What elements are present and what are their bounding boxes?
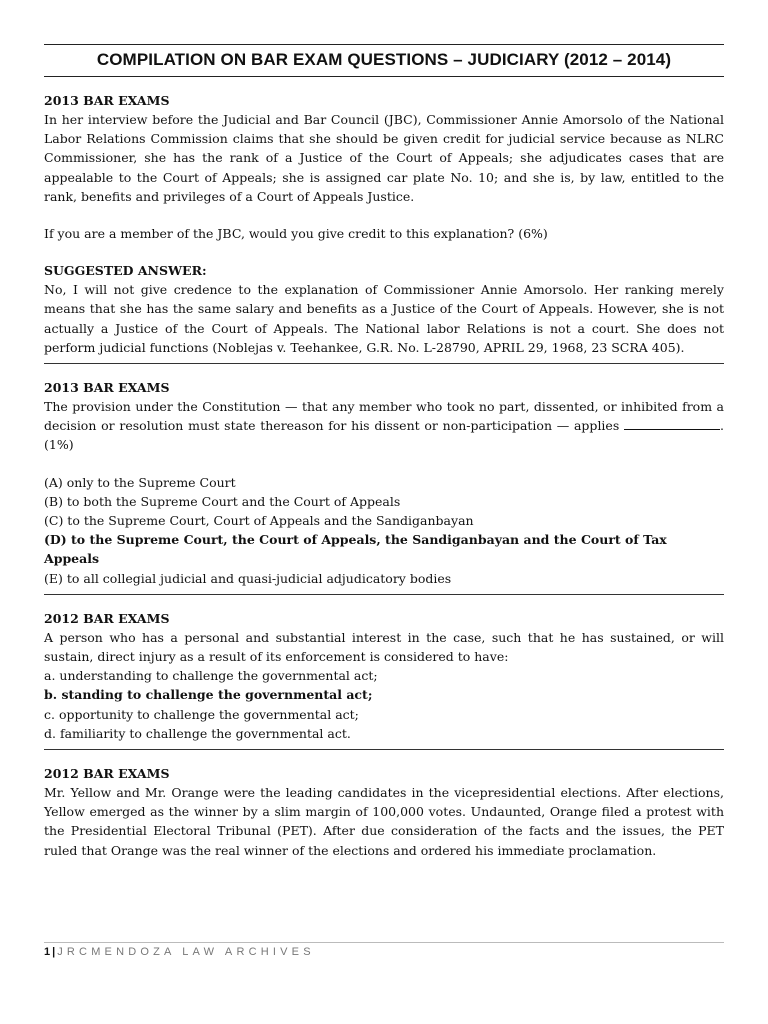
footer-separator: | xyxy=(52,946,56,958)
question-text xyxy=(44,397,724,455)
footer-archive-label: JRCMENDOZA LAW ARCHIVES xyxy=(57,946,315,958)
question-section-1 xyxy=(44,77,724,364)
option-a: (A) only to the Supreme Court xyxy=(44,474,236,490)
answer-heading: SUGGESTED ANSWER: xyxy=(44,263,207,279)
question-prompt: If you are a member of the JBC, would you give credit to this explanation? (6%) xyxy=(44,226,548,242)
question-text-start: The provision under the Constitution — that any member who took no part, dissented, or inhibited from a decision or resolution must state thereason for his dissent or non-participation — applies xyxy=(44,399,724,434)
section-heading: 2012 BAR EXAMS xyxy=(44,766,170,782)
option-c: c. opportunity to challenge the governmental act; xyxy=(44,706,359,722)
page xyxy=(44,44,724,866)
page-number: 1 xyxy=(44,946,51,958)
section-heading: 2012 BAR EXAMS xyxy=(44,610,170,626)
question-section-2 xyxy=(44,364,724,595)
option-c: (C) to the Supreme Court, Court of Appeals and the Sandiganbayan xyxy=(44,513,474,529)
question-text: In her interview before the Judicial and Bar Council (JBC), Commissioner Annie Amorsolo of the National Labor Relations Commission claims that she should be given credit for judicial service because as NLRC Commissioner, she has the rank of a Justice of the Court of Appeals; she adjudicates cases that are appealable to the Court of Appeals; she is assigned car plate No. 10; and she is, by law, entitled to the rank, benefits and privileges of a Court of Appeals Justice. xyxy=(44,112,724,204)
option-d: d. familiarity to challenge the governmental act. xyxy=(44,725,351,741)
option-a: a. understanding to challenge the governmental act; xyxy=(44,668,378,684)
option-b: (B) to both the Supreme Court and the Court of Appeals xyxy=(44,493,401,509)
question-text-end: . (1%) xyxy=(44,418,724,453)
question-text: Mr. Yellow and Mr. Orange were the leading candidates in the vicepresidential elections. After elections, Yellow emerged as the winner by a slim margin of 100,000 votes. Undaunted, Orange filed a protest with the Presidential Electoral Tribunal (PET). After due consideration of the facts and the issues, the PET ruled that Orange was the real winner of the elections and ordered his immediate proclamation. xyxy=(44,785,724,858)
question-section-4 xyxy=(44,750,724,866)
page-footer xyxy=(44,942,724,958)
question-text: A person who has a personal and substantial interest in the case, such that he has sustained, or will sustain, direct injury as a result of its enforcement is considered to have: xyxy=(44,629,724,665)
option-d-correct: (D) to the Supreme Court, the Court of Appeals, the Sandiganbayan and the Court of Tax Appeals xyxy=(44,532,667,567)
answer-text: No, I will not give credence to the explanation of Commissioner Annie Amorsolo. Her ranking merely means that she has the same salary and benefits as a Justice of the Court of Appeals. However, she is not actually a Justice of the Court of Appeals. The National labor Relations is not a court. She does not perform judicial functions (Noblejas v. Teehankee, G.R. No. L-28790, APRIL 29, 1968, 23 SCRA 405). xyxy=(44,282,724,355)
section-heading: 2013 BAR EXAMS xyxy=(44,93,170,108)
question-section-3 xyxy=(44,595,724,750)
option-e: (E) to all collegial judicial and quasi-judicial adjudicatory bodies xyxy=(44,570,452,586)
section-heading: 2013 BAR EXAMS xyxy=(44,380,170,396)
option-b-correct: b. standing to challenge the governmental act; xyxy=(44,687,373,703)
document-title: COMPILATION ON BAR EXAM QUESTIONS – JUDICIARY (2012 – 2014) xyxy=(44,44,724,77)
answer-blank xyxy=(624,416,720,430)
